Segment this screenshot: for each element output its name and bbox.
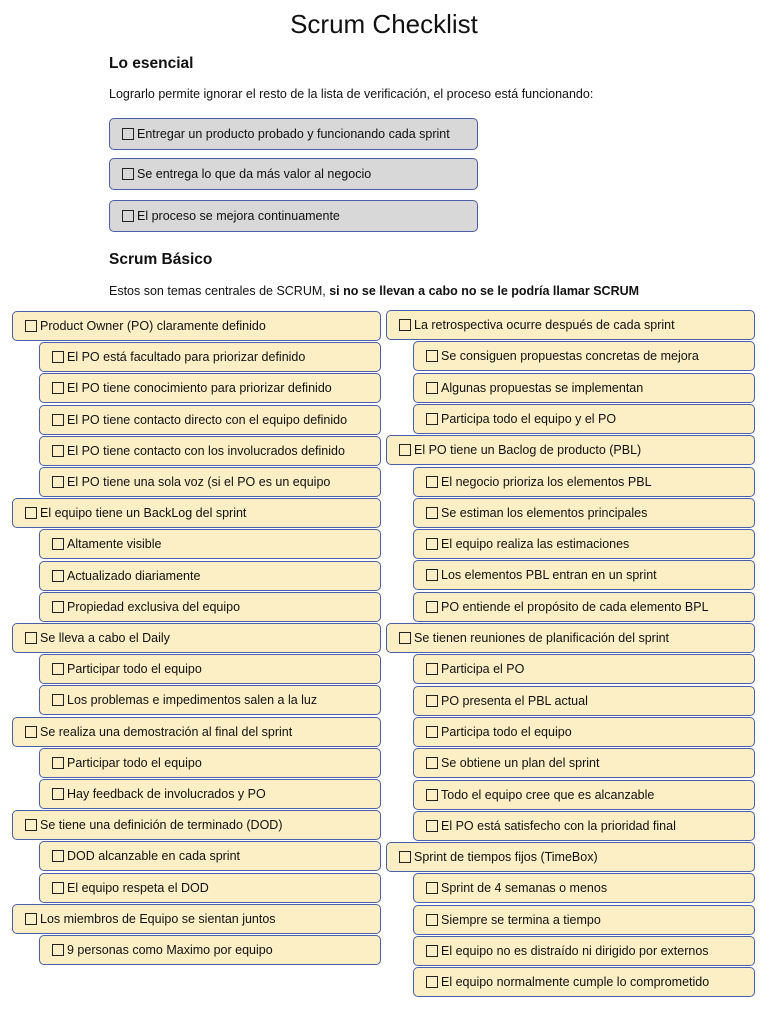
checklist-item-label: Siempre se termina a tiempo xyxy=(441,912,601,927)
checklist-item-label: El PO está satisfecho con la prioridad final xyxy=(441,818,676,833)
checklist-item-label: Actualizado diariamente xyxy=(67,568,201,583)
checklist-item[interactable] xyxy=(413,780,755,810)
checklist-item-label: Participa todo el equipo y el PO xyxy=(441,411,617,426)
checklist-item-label: Participa todo el equipo xyxy=(441,724,572,739)
checklist-group[interactable] xyxy=(386,842,755,872)
checklist-item-label: Se estiman los elementos principales xyxy=(441,505,648,520)
checklist-item-label: El PO está facultado para priorizar definido xyxy=(67,350,306,365)
checkbox-icon[interactable] xyxy=(25,320,37,332)
checkbox-icon[interactable] xyxy=(52,694,64,706)
checklist-group-label: Se tiene una definición de terminado (DOD) xyxy=(40,818,283,833)
checklist-item-label: Los problemas e impedimentos salen a la luz xyxy=(67,693,318,708)
checklist-group[interactable] xyxy=(12,810,381,840)
checklist-item-label: El negocio prioriza los elementos PBL xyxy=(441,474,652,489)
checklist-item-label: 9 personas como Maximo por equipo xyxy=(67,943,273,957)
checkbox-icon[interactable] xyxy=(25,819,37,831)
checklist-item[interactable] xyxy=(413,529,755,559)
checklist-item[interactable] xyxy=(39,373,381,403)
checkbox-icon[interactable] xyxy=(426,945,438,957)
checkbox-icon[interactable] xyxy=(426,726,438,738)
checklist-group-label: Se lleva a cabo el Daily xyxy=(40,631,170,645)
basic-intro xyxy=(109,282,639,300)
checklist-group[interactable] xyxy=(12,498,381,528)
essentials-heading: Lo esencial xyxy=(109,55,194,72)
checklist-item-label: Se obtiene un plan del sprint xyxy=(441,756,600,771)
checkbox-icon[interactable] xyxy=(52,414,64,426)
checklist-item-label: El PO tiene conocimiento para priorizar definido xyxy=(67,381,332,396)
checkbox-icon[interactable] xyxy=(399,444,411,456)
checklist-item-label: Propiedad exclusiva del equipo xyxy=(67,599,241,614)
checklist-item[interactable] xyxy=(413,936,755,966)
checklist-group-label: Se tienen reuniones de planificación del sprint xyxy=(414,631,670,645)
checklist-item[interactable] xyxy=(39,342,381,372)
checkbox-icon[interactable] xyxy=(25,632,37,644)
checklist-item-label: DOD alcanzable en cada sprint xyxy=(67,849,241,864)
checklist-item-label: Se consiguen propuestas concretas de mejora xyxy=(441,349,699,364)
checklist-item[interactable] xyxy=(413,467,755,497)
checkbox-icon[interactable] xyxy=(426,507,438,519)
checklist-item-label: Los elementos PBL entran en un sprint xyxy=(441,568,657,583)
checklist-item-label: Participar todo el equipo xyxy=(67,662,202,677)
page-title: Scrum Checklist xyxy=(290,9,478,39)
checkbox-icon[interactable] xyxy=(122,168,134,180)
checklist-item[interactable] xyxy=(413,498,755,528)
checkbox-icon[interactable] xyxy=(426,914,438,926)
checklist-item[interactable] xyxy=(39,561,381,591)
checklist-group-label: La retrospectiva ocurre después de cada sprint xyxy=(414,318,675,332)
checkbox-icon[interactable] xyxy=(25,913,37,925)
checklist-group[interactable] xyxy=(12,904,381,934)
checklist-item[interactable] xyxy=(413,905,755,935)
checklist-item[interactable] xyxy=(39,592,381,622)
checkbox-icon[interactable] xyxy=(426,538,438,550)
checklist-item-label: El equipo realiza las estimaciones xyxy=(441,537,630,552)
checklist-item-label: Todo el equipo cree que es alcanzable xyxy=(441,787,655,802)
checkbox-icon[interactable] xyxy=(399,632,411,644)
checkbox-icon[interactable] xyxy=(426,382,438,394)
checklist-item-label: Sprint de 4 semanas o menos xyxy=(441,881,608,896)
checklist-item[interactable] xyxy=(413,373,755,403)
checkbox-icon[interactable] xyxy=(52,476,64,488)
checklist-item-label: El equipo no es distraído ni dirigido por externos xyxy=(441,944,709,958)
checkbox-icon[interactable] xyxy=(426,695,438,707)
checkbox-icon[interactable] xyxy=(52,882,64,894)
checklist-group-label: Se realiza una demostración al final del sprint xyxy=(40,724,293,739)
essential-item-label: Se entrega lo que da más valor al negocio xyxy=(137,167,372,181)
checkbox-icon[interactable] xyxy=(52,663,64,675)
basic-heading: Scrum Básico xyxy=(109,251,213,268)
checklist-group-label: Sprint de tiempos fijos (TimeBox) xyxy=(414,850,598,865)
essential-item[interactable] xyxy=(109,200,478,232)
checklist-item[interactable] xyxy=(413,967,755,997)
checkbox-icon[interactable] xyxy=(426,789,438,801)
checklist-item[interactable] xyxy=(413,654,755,684)
checklist-item[interactable] xyxy=(413,341,755,371)
checklist-group-label: El PO tiene un Baclog de producto (PBL) xyxy=(414,443,642,458)
checkbox-icon[interactable] xyxy=(52,445,64,457)
checklist-item[interactable] xyxy=(413,748,755,778)
checkbox-icon[interactable] xyxy=(52,351,64,363)
checklist-item-label: El equipo respeta el DOD xyxy=(67,880,209,895)
checkbox-icon[interactable] xyxy=(52,788,64,800)
checkbox-icon[interactable] xyxy=(52,382,64,394)
checkbox-icon[interactable] xyxy=(426,601,438,613)
checklist-group[interactable] xyxy=(12,717,381,747)
checklist-item-label: Participar todo el equipo xyxy=(67,755,202,770)
checklist-item[interactable] xyxy=(39,529,381,559)
checklist-group[interactable] xyxy=(386,310,755,340)
checklist-item-label: El PO tiene una sola voz (si el PO es un equipo xyxy=(67,475,331,489)
checkbox-icon[interactable] xyxy=(122,210,134,222)
checklist-item[interactable] xyxy=(39,935,381,965)
checkbox-icon[interactable] xyxy=(25,507,37,519)
checkbox-icon[interactable] xyxy=(426,350,438,362)
checkbox-icon[interactable] xyxy=(52,538,64,550)
checklist-item[interactable] xyxy=(413,873,755,903)
checkbox-icon[interactable] xyxy=(52,944,64,956)
checkbox-icon[interactable] xyxy=(426,976,438,988)
checklist-item[interactable] xyxy=(39,841,381,871)
checklist-group[interactable] xyxy=(12,623,381,653)
essential-item-label: El proceso se mejora continuamente xyxy=(137,209,340,223)
essentials-intro: Lograrlo permite ignorar el resto de la lista de verificación, el proceso está funcionando: xyxy=(109,87,594,101)
checkbox-icon[interactable] xyxy=(426,820,438,832)
checklist-item-label: Altamente visible xyxy=(67,537,162,552)
checklist-group-label: Product Owner (PO) claramente definido xyxy=(40,319,266,333)
checklist-item[interactable] xyxy=(39,436,381,466)
checklist-group[interactable] xyxy=(12,311,381,341)
checkbox-icon[interactable] xyxy=(52,570,64,582)
essential-item-label: Entregar un producto probado y funcionando cada sprint xyxy=(137,127,450,141)
checklist-item[interactable] xyxy=(39,779,381,809)
checklist-item[interactable] xyxy=(39,873,381,903)
checklist-item[interactable] xyxy=(39,748,381,778)
checkbox-icon[interactable] xyxy=(25,726,37,738)
checklist-item-label: El equipo normalmente cumple lo comprometido xyxy=(441,975,710,990)
checklist-item[interactable] xyxy=(39,685,381,715)
checklist-item[interactable] xyxy=(413,404,755,434)
checklist-item-label: El PO tiene contacto directo con el equipo definido xyxy=(67,412,348,427)
basic-intro-bold: si no se llevan a cabo no se le podría llamar SCRUM xyxy=(329,284,640,298)
checklist-group-label: El equipo tiene un BackLog del sprint xyxy=(40,506,247,521)
essential-item[interactable] xyxy=(109,158,478,190)
checklist-group-label: Los miembros de Equipo se sientan juntos xyxy=(40,911,276,926)
checklist-item-label: Algunas propuestas se implementan xyxy=(441,380,644,395)
checkbox-icon[interactable] xyxy=(52,850,64,862)
checkbox-icon[interactable] xyxy=(399,851,411,863)
checkbox-icon[interactable] xyxy=(426,413,438,425)
checklist-group[interactable] xyxy=(386,435,755,465)
checklist-item[interactable] xyxy=(413,686,755,716)
checkbox-icon[interactable] xyxy=(426,663,438,675)
checklist-item[interactable] xyxy=(413,592,755,622)
checkbox-icon[interactable] xyxy=(399,319,411,331)
checklist-group[interactable] xyxy=(386,623,755,653)
checklist-item[interactable] xyxy=(413,811,755,841)
checklist-item[interactable] xyxy=(39,467,381,497)
checkbox-icon[interactable] xyxy=(426,569,438,581)
checklist-item-label: PO presenta el PBL actual xyxy=(441,693,588,708)
checklist-item[interactable] xyxy=(413,560,755,590)
checklist-item[interactable] xyxy=(413,717,755,747)
checklist-item-label: Hay feedback de involucrados y PO xyxy=(67,787,266,801)
checkbox-icon[interactable] xyxy=(426,882,438,894)
checklist-item[interactable] xyxy=(39,654,381,684)
checkbox-icon[interactable] xyxy=(426,757,438,769)
checkbox-icon[interactable] xyxy=(122,128,134,140)
checklist-item[interactable] xyxy=(39,405,381,435)
checklist-item-label: PO entiende el propósito de cada elemento BPL xyxy=(441,599,709,614)
checkbox-icon[interactable] xyxy=(52,757,64,769)
essential-item[interactable] xyxy=(109,118,478,150)
basic-intro-plain: Estos son temas centrales de SCRUM, xyxy=(109,284,330,298)
checklist-item-label: El PO tiene contacto con los involucrados definido xyxy=(67,443,345,458)
checkbox-icon[interactable] xyxy=(426,476,438,488)
checkbox-icon[interactable] xyxy=(52,601,64,613)
checklist-item-label: Participa el PO xyxy=(441,662,525,677)
